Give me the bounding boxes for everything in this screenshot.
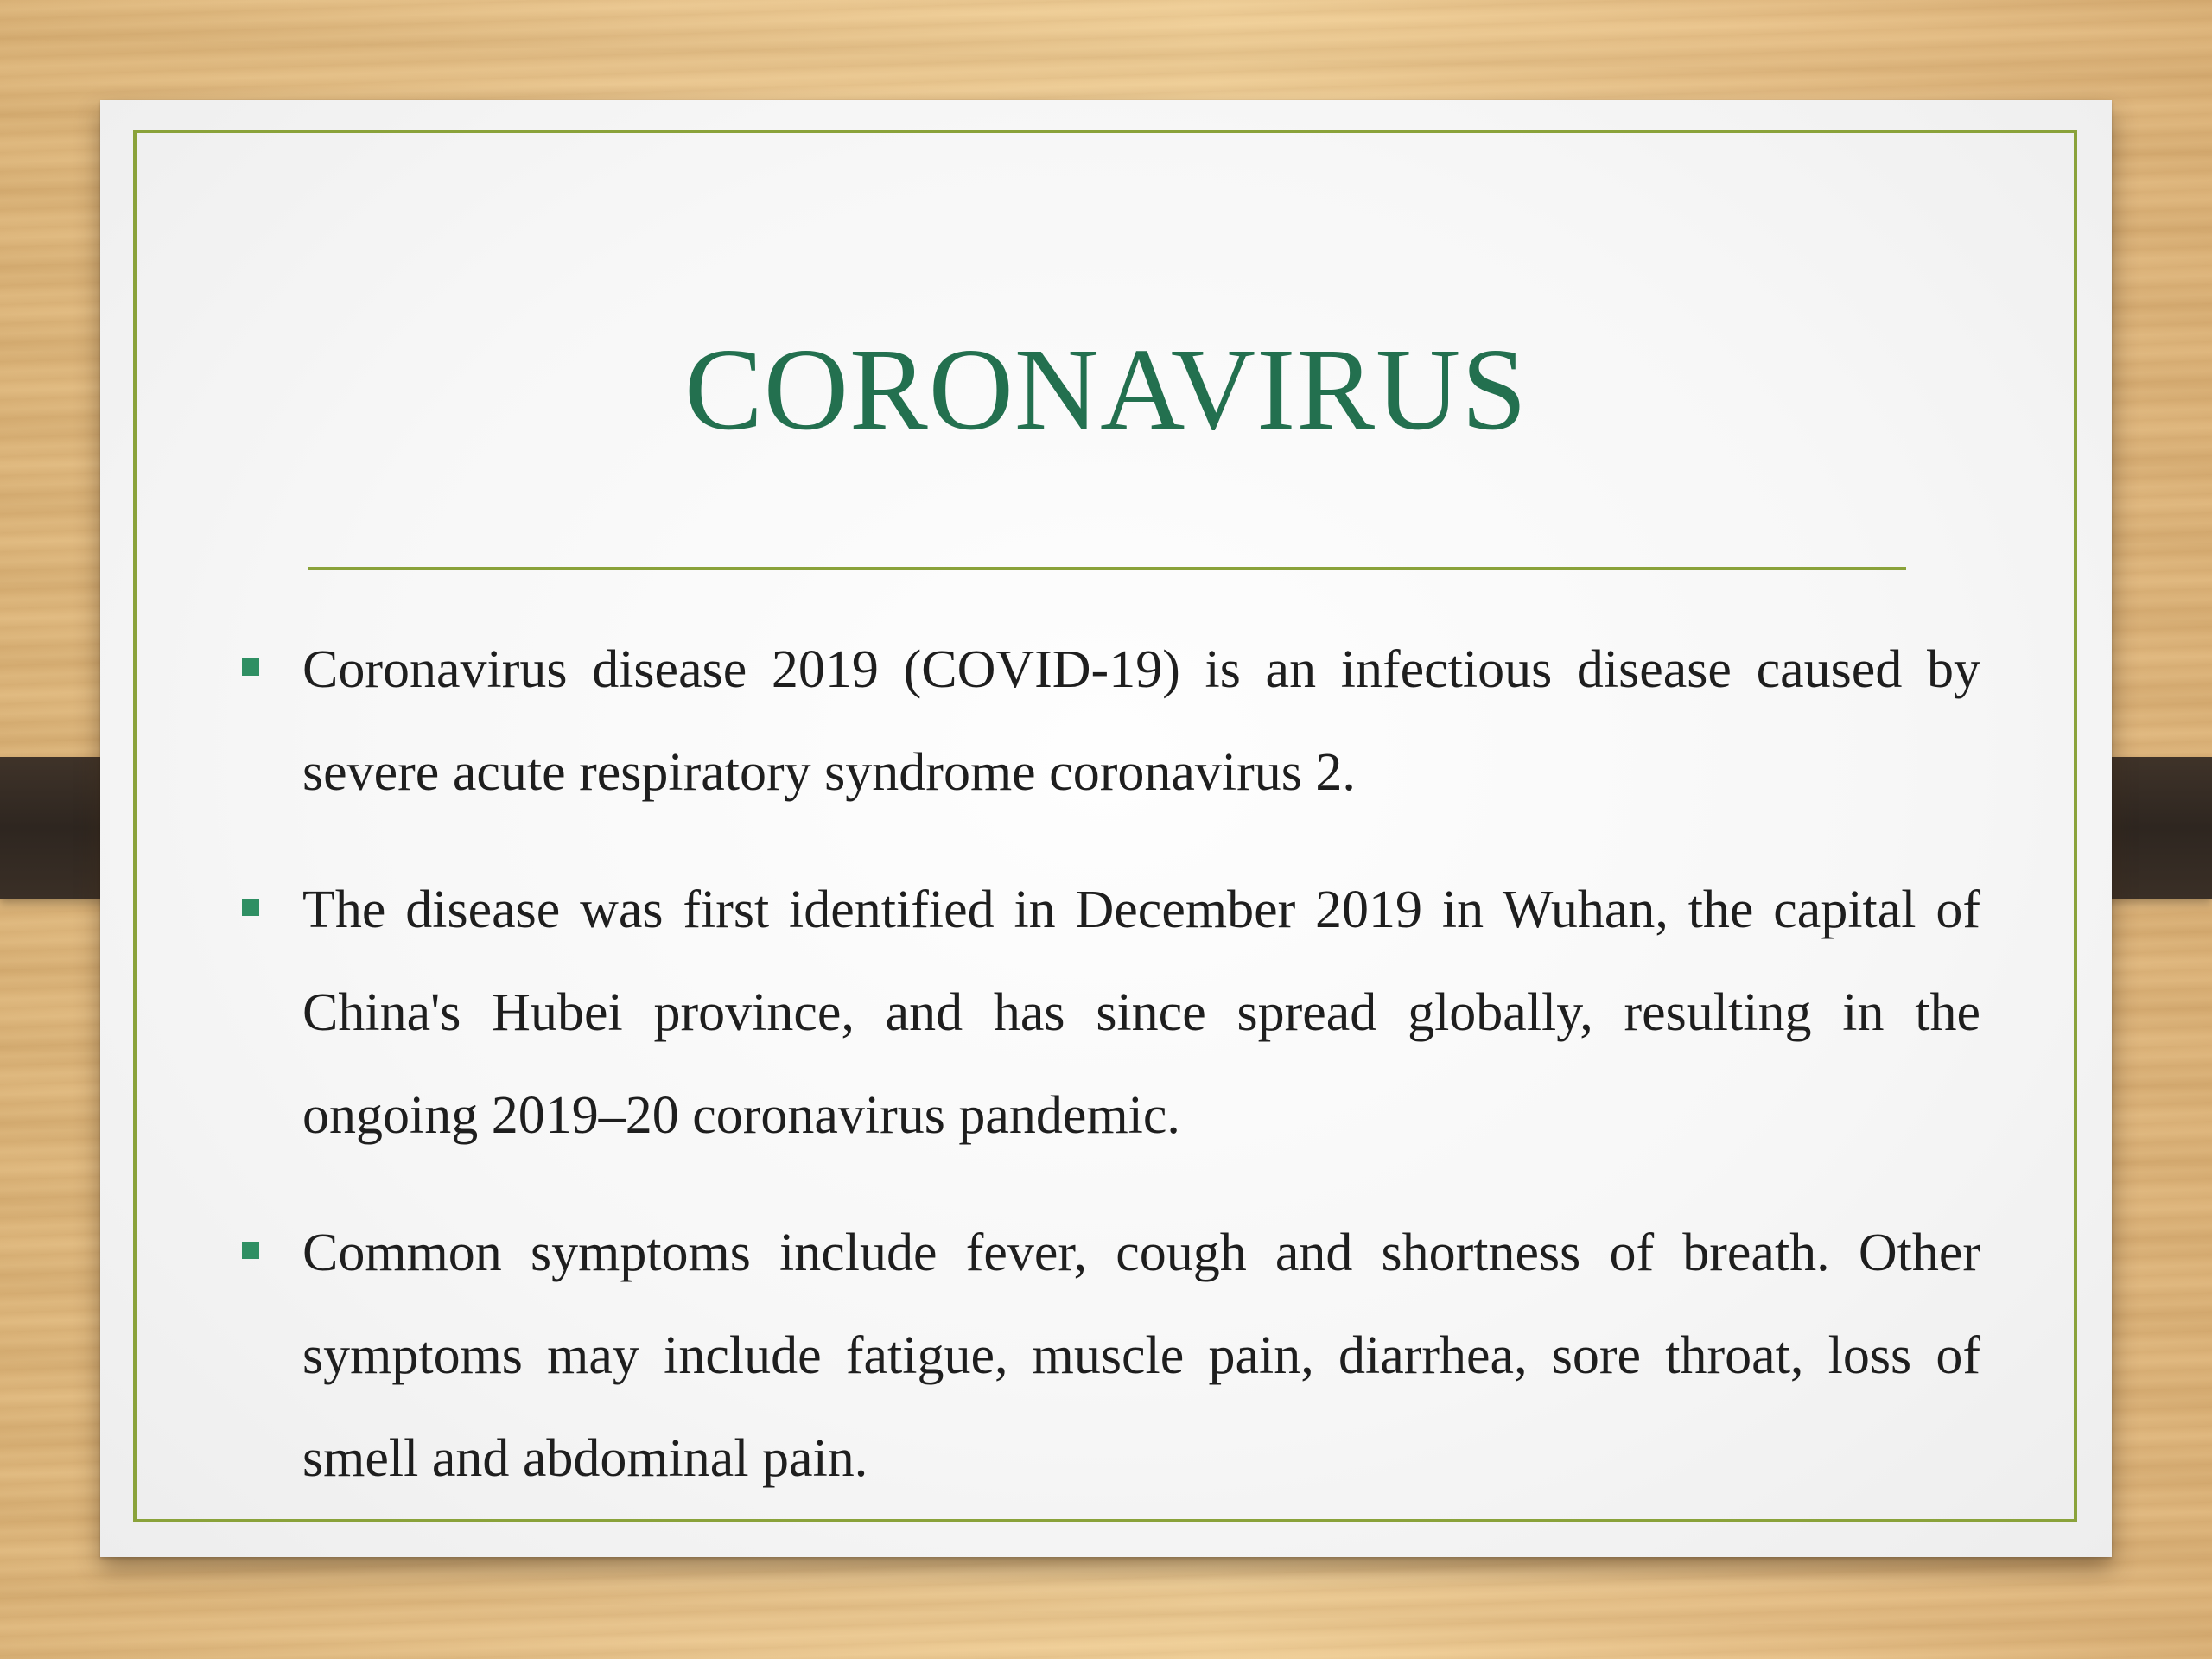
- title-divider-line: [308, 567, 1906, 570]
- square-bullet-icon: [242, 899, 259, 916]
- slide-title: CORONAVIRUS: [684, 325, 1528, 454]
- square-bullet-icon: [242, 1242, 259, 1259]
- bullet-item-3: [302, 1202, 1980, 1510]
- square-bullet-icon: [242, 658, 259, 676]
- bullet-text: Coronavirus disease 2019 (COVID-19) is an infectious disease caused by severe acute respiratory syndrome coronavirus 2.: [302, 640, 1980, 802]
- slide-card: [100, 100, 2112, 1557]
- bullet-item-1: [302, 619, 1980, 824]
- bullet-item-2: [302, 859, 1980, 1167]
- bullet-text: Common symptoms include fever, cough and shortness of breath. Other symptoms may include fatigue, muscle pain, diarrhea, sore throat, loss of smell and abdominal pain.: [302, 1224, 1980, 1488]
- bullet-list: [302, 619, 1980, 1510]
- bullet-text: The disease was first identified in December 2019 in Wuhan, the capital of China's Hubei province, and has since spread globally, resulting in the ongoing 2019–20 coronavirus pandemic.: [302, 880, 1980, 1145]
